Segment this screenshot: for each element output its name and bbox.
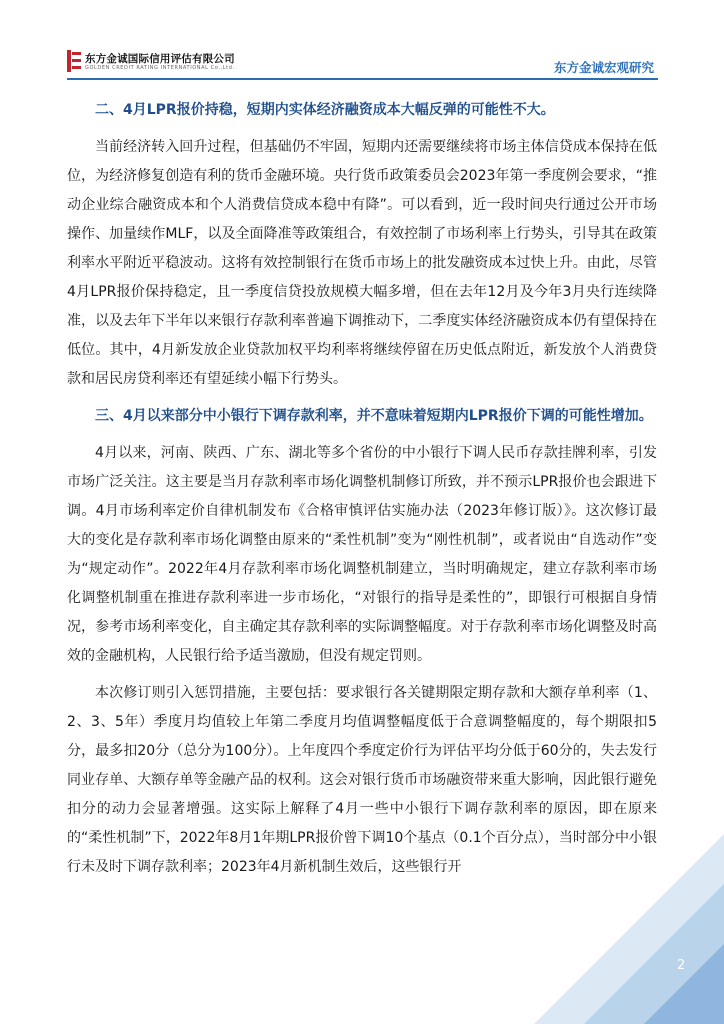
document-body (67, 88, 657, 882)
section-3-paragraph-1: 4月以来，河南、陕西、广东、湖北等多个省份的中小银行下调人民币存款挂牌利率，引发市场广泛关注。这主要是当月存款利率市场化调整机制修订所致，并不预示LPR报价也会跟进下调。4月市场利率定价自律机制发布《合格审慎评估实施办法（2023年修订版）》。这次修订最大的变化是存款利率市场化调整由原来的“柔性机制”变为“刚性机制”，或者说由“自选动作”变为“规定动作”。2022年4月存款利率市场化调整机制建立，当时明确规定，建立存款利率市场化调整机制重在推进存款利率进一步市场化，“对银行的指导是柔性的”，即银行可根据自身情况，参考市场利率变化，自主确定其存款利率的实际调整幅度。对于存款利率市场化调整及时高效的金融机构，人民银行给予适当激励，但没有规定罚则。 (67, 445, 657, 664)
company-name-en: GOLDEN CREDIT RATING INTERNATIONAL Co.,Ltd. (85, 65, 235, 71)
company-name-cn: 东方金诚国际信用评估有限公司 (85, 53, 235, 65)
section-2-paragraph-1: 当前经济转入回升过程，但基础仍不牢固，短期内还需要继续将市场主体信贷成本保持在低位，为经济修复创造有利的货币金融环境。央行货币政策委员会2023年第一季度例会要求，“推动企业综合融资成本和个人消费信贷成本稳中有降”。可以看到，近一段时间央行通过公开市场操作、加量续作MLF，以及全面降准等政策组合，有效控制了市场利率上行势头，引导其在政策利率水平附近平稳波动。这将有效控制银行在货币市场上的批发融资成本过快上升。由此，尽管4月LPR报价保持稳定，且一季度信贷投放规模大幅多增，但在去年12月及今年3月央行连续降准，以及去年下半年以来银行存款利率普遍下调推动下，二季度实体经济融资成本仍有望保持在低位。其中，4月新发放企业贷款加权平均利率将继续停留在历史低点附近，新发放个人消费贷款和居民房贷利率还有望延续小幅下行势头。 (67, 139, 657, 387)
report-series-title: 东方金诚宏观研究 (553, 60, 654, 75)
page-number: 2 (677, 958, 686, 973)
corner-decoration (534, 834, 724, 1024)
company-logo-icon (67, 50, 81, 72)
section-heading-3: 三、4月以来部分中小银行下调存款利率，并不意味着短期内LPR报价下调的可能性增加。 (95, 408, 653, 424)
section-3-paragraph-2: 本次修订则引入惩罚措施，主要包括：要求银行各关键期限定期存款和大额存单利率（1、2、3、5年）季度月均值较上年第二季度月均值调整幅度低于合意调整幅度的，每个期限扣5分，最多扣20分（总分为100分）。上年度四个季度定价行为评估平均分低于60分的，失去发行同业存单、大额存单等金融产品的权利。这会对银行货币市场融资带来重大影响，因此银行避免扣分的动力会显著增强。这实际上解释了4月一些中小银行下调存款利率的原因，即在原来的“柔性机制”下，2022年8月1年期LPR报价曾下调10个基点（0.1个百分点），当时部分中小银行未及时下调存款利率；2023年4月新机制生效后，这些银行开 (67, 685, 657, 875)
section-heading-2: 二、4月LPR报价持稳，短期内实体经济融资成本大幅反弹的可能性不大。 (95, 102, 555, 118)
page-header (0, 0, 724, 82)
header-divider (67, 78, 658, 80)
